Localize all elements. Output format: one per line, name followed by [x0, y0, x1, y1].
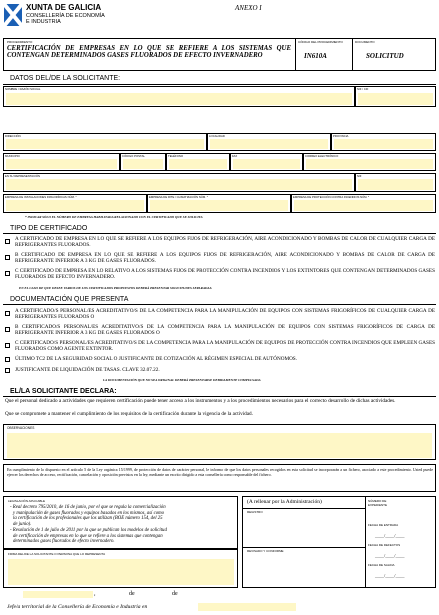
org-dept-2: E INDUSTRIA	[26, 19, 61, 25]
cert-c-text: C CERTIFICADO DE EMPRESA EN LO RELATIVO A LOS SISTEMAS FIJOS DE PROTECCIÓN CONTRA INCENDIOS Y LOS EXTINTORES QUE CONTENGAN DETERMINADOS GASES FLUORADOS DE EFECTO INVERNADERO.	[15, 268, 435, 280]
doc-c-text: C CERTIFICADO/S PERSONAL/ES ACREDITATIVO/S DE LA COMPETENCIA PARA LA MANIPULACIÓN DE EQUIPOS DE PROTECCIÓN CONTRA INCENDIOS QUE EMPLEEN GASES FLUORADOS COMO AGENTE EXTINTOR.	[15, 340, 435, 352]
xunta-logo-icon	[4, 4, 22, 26]
territorial-input[interactable]	[198, 603, 296, 611]
fax-cell: FAX	[230, 153, 303, 171]
docs-note: LA DOCUMENTACIÓN QUE NO SEA ORIGINAL DEBERÁ PRESENTARSE DEBIDAMENTE COMPULSADA	[103, 378, 261, 382]
rep-nif-input[interactable]	[358, 179, 433, 190]
applicant-section-title: DATOS DEL/DE LA SOLICITANTE:	[10, 75, 121, 82]
org-dept: CONSELLERÍA DE ECONOMÍA	[26, 13, 105, 19]
procedure-box: PROCEDIMIENTO CERTIFICACIÓN DE EMPRESAS EN LO QUE SE REFIERE A LOS SISTEMAS QUE CONTENGAN DETERMINADOS GASES FLUORADOS DE EFECTO INVERNADERO CÓDIGO DEL PROCEDIMIENTO IN610A DOCUMENTO SOLICITUD	[3, 38, 436, 71]
legislation-box: LEGISLACIÓN APLICABLE - Real decreto 795/2010, de 16 de junio, por el que se regula la comercialización y manipulación de gases fluorados y equipos basados en los mismos, así como la certificación de los profesionales que los utilizan (BOE número 154, del 25 de junio). - Resolución de 1 de julio de 2011 por la que se publican los modelos de solicitud de certificación de empresas en lo que se refiere a los sistemas que contengan determinados gases fluorados de efecto invernadero.	[3, 496, 238, 549]
locality-cell: LOCALIDAD	[207, 133, 331, 151]
lopd-text: En cumplimiento de lo dispuesto en el artículo 5 de la Ley orgánica 15/1999, de protección de datos de carácter personal, le informo de que los datos personales recogidos en esta solicitud se incorporarán a un fichero, asociado a este procedimiento. Usted puede ejercer los derechos de acceso, rectificación, cancelación y oposición previstos en la ley, mediante un escrito dirigido a esta consellería como responsable del fichero.	[7, 467, 433, 477]
form-page: XUNTA DE GALICIA CONSELLERÍA DE ECONOMÍA E INDUSTRIA ANEXO I PROCEDIMIENTO CERTIFICACIÓN DE EMPRESAS EN LO QUE SE REFIERE A LOS SISTEMAS QUE CONTENGAN DETERMINADOS GASES FLUORADOS DE EFECTO INVERNADERO CÓDIGO DEL PROCEDIMIENTO IN610A DOCUMENTO SOLICITUD DATOS DEL/DE LA SOLICITANTE: NOMBRE / RAZÓN SOCIAL NIF / CIF DIRECCIÓN LOCALIDAD PROVINCIA MUNICIPIO CÓDIGO POSTAL TELÉFONO FAX CORREO ELECTRÓNICO EN SU REPRESENTACIÓN NIF EMPRESA DE INSTALACIONES FRIGORÍFICAS NÚM. * EMPRESA DE RITE / CLIMATIZACIÓN NÚM. * EMPRESA DE PROTECCIÓN CONTRA INCENDIOS NÚM. * * INDICAR SÓLO EL NÚMERO DE EMPRESA HABILITADA RELACIONADO CON EL CERTIFICADO QUE SE SOLICITA TIPO DE CERTIFICADO A CERTIFICADO DE EMPRESA EN LO QUE SE REFIERE A LOS EQUIPOS FIJOS DE REFRIGERACIÓN, AIRE ACONDICIONADO Y BOMBAS DE CALOR DE CUALQUIER CARGA DE REFRIGERANTES FLUORADOS. B CERTIFICADO DE EMPRESA EN LO QUE SE REFIERE A LOS EQUIPOS FIJOS DE REFRIGERACIÓN, AIRE ACONDICIONADO Y BOMBAS DE CALOR DE CARGA DE REFRIGERANTE INFERIOR A 3 KG DE GASES FLUORADOS. C CERTIFICADO DE EMPRESA EN LO RELATIVO A LOS SISTEMAS FIJOS DE PROTECCIÓN CONTRA INCENDIOS Y LOS EXTINTORES QUE CONTENGAN DETERMINADOS GASES FLUORADOS DE EFECTO INVERNADERO. EN EL CASO DE QUE DESEE VARIOS DE LOS CERTIFICADOS PROPUESTOS DEBERÁ PRESENTAR SOLICITUDES SEPARADAS. DOCUMENTACIÓN QUE PRESENTA A CERTIFICADO/S PERSONAL/ES ACREDITATIVO/S DE LA COMPETENCIA PARA LA MANIPULACIÓN DE EQUIPOS CON SISTEMAS FRIGORÍFICOS DE CUALQUIER CARGA DE REFRIGERANTES FLUORADOS O B CERTIFICADO/S PERSONAL/ES ACREDITATIVO/S DE LA COMPETENCIA PARA LA MANIPULACIÓN DE EQUIPOS CON SISTEMAS FRIGORÍFICOS DE CARGA DE REFRIGERANTE INFERIOR A 3 KG DE GASES FLUORADOS O C CERTIFICADO/S PERSONAL/ES ACREDITATIVO/S DE LA COMPETENCIA PARA LA MANIPULACIÓN DE EQUIPOS DE PROTECCIÓN CONTRA INCENDIOS QUE EMPLEEN GASES FLUORADOS COMO AGENTE EXTINTOR. ÚLTIMO TC2 DE LA SEGURIDAD SOCIAL O JUSTIFICANTE DE COTIZACIÓN AL RÉGIMEN ESPECIAL DE AUTÓNOMOS. JUSTIFICANTE DE LIQUIDACIÓN DE TASAS. CLAVE 32.07.22. LA DOCUMENTACIÓN QUE NO SEA ORIGINAL DEBERÁ PRESENTARSE DEBIDAMENTE COMPULSADA EL/LA SOLICITANTE DECLARA: Que el personal dedicado a actividades que requieren certificación puede tener acceso a los instrumentos y a los procedimientos necesarios para el correcto desarrollo de dichas actividades. Que se compromete a mantener el cumplimiento de los requisitos de la certificación durante la vigencia de la actividad. OBSERVACIONES En cumplimiento de lo dispuesto en el artículo 5 de la Ley orgánica 15/1999, de protección de datos de carácter personal, le informo de que los datos personales recogidos en esta solicitud se incorporarán a un fichero, asociado a este procedimiento. Usted puede ejercer los derechos de acceso, rectificación, cancelación y oposición previstos en la ley, mediante un escrito dirigido a esta consellería como responsable del fichero. LEGISLACIÓN APLICABLE - Real decreto 795/2010, de 16 de junio, por el que se regula la comercialización y manipulación de gases fluorados y equipos basados en los mismos, así como la certificación de los profesionales que los utilizan (BOE número 154, del 25 de junio). - Resolución de 1 de julio de 2011 por la que se publican los modelos de solicitud de certificación de empresas en lo que se refiere a los sistemas que contengan determinados gases fluorados de efecto invernadero. FIRMA DEL/DE LA SOLICITANTE O PERSONA QUE LO REPRESENTA (A rellenar por la Administración) REGISTRO REVISADO Y CONFORME NÚMERO DE EXPEDIENTE FECHA DE ENTRADA ____/____/____ FECHA DE DEFECTOS ____/____/____ FECHA DE SALIDA ____/____/____ , de de Jefe/a territorial de la Consellería de Economía e Industria en	[5, 3, 435, 610]
doc-e-text: JUSTIFICANTE DE LIQUIDACIÓN DE TASAS. CLAVE 32.07.22.	[15, 367, 160, 373]
company-rite-input[interactable]	[150, 200, 288, 211]
applicant-note: * INDICAR SÓLO EL NÚMERO DE EMPRESA HABILITADA RELACIONADO CON EL CERTIFICADO QUE SE SOLICITA	[25, 215, 203, 219]
phone-cell: TELÉFONO	[166, 153, 230, 171]
doc-a-checkbox[interactable]	[5, 311, 10, 316]
lopd-box	[3, 464, 436, 492]
representative-cell: EN SU REPRESENTACIÓN	[3, 173, 355, 192]
nif-input[interactable]	[358, 93, 433, 105]
admin-box: (A rellenar por la Administración) REGISTRO REVISADO Y CONFORME NÚMERO DE EXPEDIENTE FECHA DE ENTRADA ____/____/____ FECHA DE DEFECTOS ____/____/____ FECHA DE SALIDA ____/____/____	[242, 496, 436, 588]
province-cell: PROVINCIA	[331, 133, 436, 151]
province-input[interactable]	[334, 139, 433, 149]
email-input[interactable]	[306, 159, 433, 169]
company-rite-cell: EMPRESA DE RITE / CLIMATIZACIÓN NÚM. *	[147, 194, 291, 213]
footer-jefe: Jefe/a territorial de la Consellería de Economía e Industria en	[7, 604, 148, 610]
cert-a-checkbox[interactable]	[5, 239, 10, 244]
declare-section-title: EL/LA SOLICITANTE DECLARA:	[10, 388, 117, 395]
observations-box: OBSERVACIONES	[3, 424, 436, 460]
signature-box: FIRMA DEL/DE LA SOLICITANTE O PERSONA QUE LO REPRESENTA	[3, 549, 238, 588]
doc-e-checkbox[interactable]	[5, 368, 10, 373]
document-type: SOLICITUD	[366, 52, 404, 60]
cert-a-text: A CERTIFICADO DE EMPRESA EN LO QUE SE REFIERE A LOS EQUIPOS FIJOS DE REFRIGERACIÓN, AIRE ACONDICIONADO Y BOMBAS DE CALOR DE CUALQUIER CARGA DE REFRIGERANTES FLUORADOS.	[15, 236, 435, 248]
company-refrig-cell: EMPRESA DE INSTALACIONES FRIGORÍFICAS NÚM. *	[3, 194, 147, 213]
cert-c-checkbox[interactable]	[5, 271, 10, 276]
cert-section-title: TIPO DE CERTIFICADO	[10, 225, 88, 232]
phone-input[interactable]	[169, 159, 227, 169]
doc-c-checkbox[interactable]	[5, 343, 10, 348]
signature-input[interactable]	[8, 559, 234, 585]
cert-b-checkbox[interactable]	[5, 255, 10, 260]
doc-d-text: ÚLTIMO TC2 DE LA SEGURIDAD SOCIAL O JUSTIFICANTE DE COTIZACIÓN AL RÉGIMEN ESPECIAL DE AUTÓNOMOS.	[15, 356, 297, 362]
declare-p1: Que el personal dedicado a actividades que requieren certificación puede tener acceso a los instrumentos y a los procedimientos necesarios para el correcto desarrollo de dichas actividades.	[5, 398, 396, 404]
docs-section-title: DOCUMENTACIÓN QUE PRESENTA	[10, 296, 129, 303]
municipality-input[interactable]	[6, 159, 117, 169]
nif-cell: NIF / CIF	[355, 86, 436, 107]
fax-input[interactable]	[233, 159, 300, 169]
company-fire-input[interactable]	[294, 200, 433, 211]
annex-label: ANEXO I	[235, 4, 262, 12]
org-name: XUNTA DE GALICIA	[26, 3, 102, 12]
place-input[interactable]	[23, 591, 93, 598]
address-cell: DIRECCIÓN	[3, 133, 207, 151]
postal-code-input[interactable]	[123, 159, 163, 169]
doc-b-text: B CERTIFICADO/S PERSONAL/ES ACREDITATIVO/S DE LA COMPETENCIA PARA LA MANIPULACIÓN DE EQUIPOS CON SISTEMAS FRIGORÍFICOS DE CARGA DE REFRIGERANTE INFERIOR A 3 KG DE GASES FLUORADOS O	[15, 324, 435, 336]
postal-code-cell: CÓDIGO POSTAL	[120, 153, 166, 171]
cert-b-text: B CERTIFICADO DE EMPRESA EN LO QUE SE REFIERE A LOS EQUIPOS FIJOS DE REFRIGERACIÓN, AIRE ACONDICIONADO Y BOMBAS DE CALOR DE CARGA DE REFRIGERANTE INFERIOR A 3 KG DE GASES FLUORADOS.	[15, 252, 435, 264]
observations-input[interactable]	[7, 433, 432, 458]
company-fire-cell: EMPRESA DE PROTECCIÓN CONTRA INCENDIOS NÚM. *	[291, 194, 436, 213]
cert-note: EN EL CASO DE QUE DESEE VARIOS DE LOS CERTIFICADOS PROPUESTOS DEBERÁ PRESENTAR SOLICITUDES SEPARADAS.	[19, 286, 213, 290]
representative-input[interactable]	[6, 179, 352, 190]
doc-a-text: A CERTIFICADO/S PERSONAL/ES ACREDITATIVO/S DE LA COMPETENCIA PARA LA MANIPULACIÓN DE EQUIPOS CON SISTEMAS FRIGORÍFICOS DE CUALQUIER CARGA DE REFRIGERANTES FLUORADOS O	[15, 308, 435, 320]
address-input[interactable]	[6, 139, 204, 149]
locality-input[interactable]	[210, 139, 328, 149]
doc-b-checkbox[interactable]	[5, 327, 10, 332]
procedure-code: IN610A	[304, 52, 327, 60]
declare-p2: Que se compromete a mantener el cumplimiento de los requisitos de la certificación durante la vigencia de la actividad.	[5, 411, 253, 417]
doc-d-checkbox[interactable]	[5, 357, 10, 362]
rep-nif-cell: NIF	[355, 173, 436, 192]
name-cell: NOMBRE / RAZÓN SOCIAL	[3, 86, 355, 107]
procedure-title: CERTIFICACIÓN DE EMPRESAS EN LO QUE SE REFIERE A LOS SISTEMAS QUE CONTENGAN DETERMINADOS GASES FLUORADOS DE EFECTO INVERNADERO	[7, 45, 291, 59]
name-input[interactable]	[6, 93, 352, 105]
email-cell: CORREO ELECTRÓNICO	[303, 153, 436, 171]
company-refrig-input[interactable]	[6, 200, 144, 211]
municipality-cell: MUNICIPIO	[3, 153, 120, 171]
